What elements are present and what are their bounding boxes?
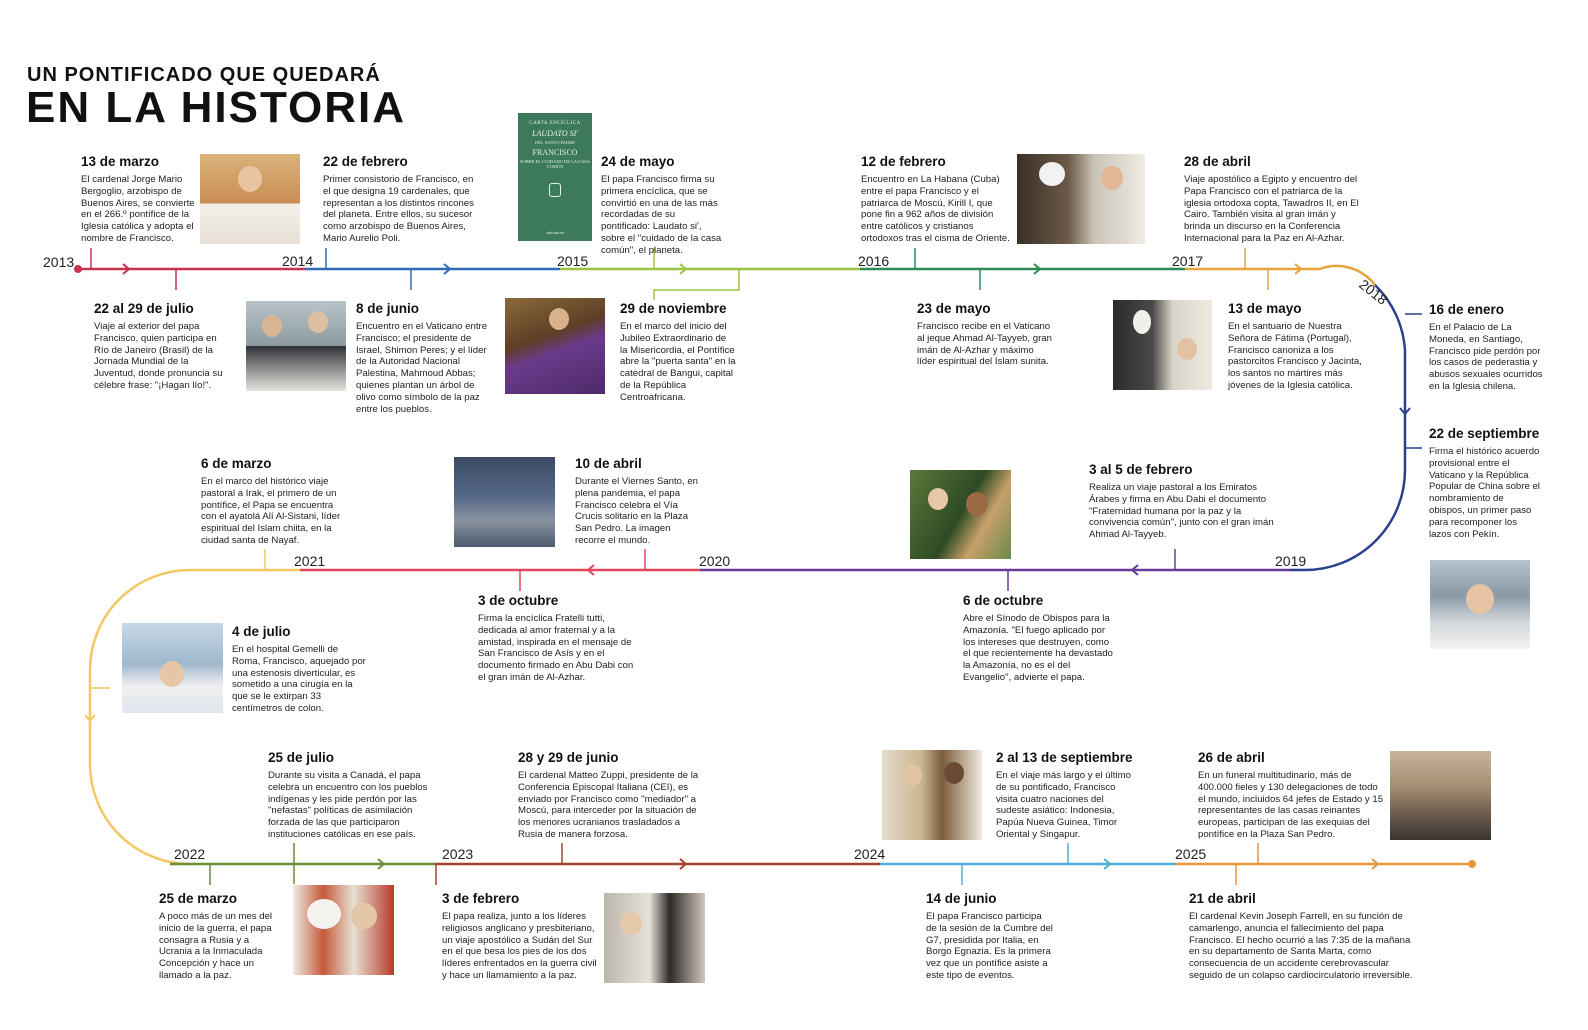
year-2021: 2021 bbox=[294, 553, 326, 569]
track-start-dot bbox=[74, 265, 82, 273]
event-text: El papa Francisco firma su primera encíclica, que se convirtió en una de las más recordadas de su pontificado: Laudato si', sobre el "cuidado de la casa común", el planeta. bbox=[601, 174, 722, 256]
photo-g7-summit bbox=[604, 893, 705, 983]
event-date: 16 de enero bbox=[1429, 302, 1505, 317]
event-text: Firma el histórico acuerdo provisional entre el Vaticano y la República Popular de China sobre el nombramiento de obispos, un primer paso para recomponer los lazos con Pekín. bbox=[1429, 446, 1540, 540]
year-2016: 2016 bbox=[858, 253, 890, 269]
book-line: vatican.va bbox=[545, 230, 565, 235]
event-text: Encuentro en La Habana (Cuba) entre el papa Francisco y el patriarca de Moscú, Kirill I, que pone fin a 962 años de división entre católicos y cristianos ortodoxos tras el cisma de Oriente. bbox=[861, 174, 1010, 244]
event-date: 22 de septiembre bbox=[1429, 426, 1540, 441]
year-2025: 2025 bbox=[1175, 846, 1207, 862]
event-text: En el marco del histórico viaje pastoral a Irak, el primero de un pontífice, el Papa se encuentra con el ayatolá Alí Al-Sistani, líder espiritual del Islam chiita, en la ciudad santa de Nayaf. bbox=[201, 476, 341, 546]
event-2020-october bbox=[478, 593, 634, 684]
year-2015: 2015 bbox=[557, 253, 589, 269]
book-line: FRANCISCO bbox=[532, 148, 578, 157]
event-2024-september bbox=[996, 750, 1132, 841]
event-date: 10 de abril bbox=[575, 456, 642, 471]
event-2014-february bbox=[323, 154, 481, 245]
page-title: EN LA HISTORIA bbox=[26, 83, 407, 132]
event-date: 22 al 29 de julio bbox=[94, 301, 194, 316]
event-2018-january bbox=[1429, 302, 1544, 393]
event-date: 8 de junio bbox=[356, 301, 420, 316]
event-date: 13 de marzo bbox=[81, 154, 160, 169]
event-date: 14 de junio bbox=[926, 891, 997, 906]
photo-olive-tree bbox=[246, 301, 346, 391]
book-line: CARTA ENCÍCLICA bbox=[529, 121, 581, 126]
event-date: 28 y 29 de junio bbox=[518, 750, 619, 765]
event-date: 28 de abril bbox=[1184, 154, 1251, 169]
photo-sudan-leaders bbox=[882, 750, 982, 840]
event-2021-july bbox=[232, 624, 368, 715]
event-2024-june bbox=[926, 891, 1054, 982]
event-2022-march bbox=[159, 891, 283, 982]
event-date: 6 de octubre bbox=[963, 593, 1044, 608]
event-date: 2 al 13 de septiembre bbox=[996, 750, 1133, 765]
year-2024: 2024 bbox=[854, 846, 886, 862]
photo-kirill-meeting bbox=[1017, 154, 1145, 244]
event-2014-june bbox=[356, 301, 492, 415]
photo-chile-crowd bbox=[1430, 560, 1530, 649]
event-text: En el hospital Gemelli de Roma, Francisco, aquejado por una estenosis diverticular, es sometido a una cirugía en la que se le extirpan 33 centímetros de colon. bbox=[232, 644, 366, 714]
book-line: DEL SANTO PADRE bbox=[534, 140, 576, 145]
year-2017: 2017 bbox=[1172, 253, 1204, 269]
event-2019-october bbox=[963, 593, 1113, 684]
year-2019: 2019 bbox=[1275, 553, 1307, 569]
event-date: 13 de mayo bbox=[1228, 301, 1302, 316]
event-2013-july bbox=[94, 301, 226, 392]
event-2018-september bbox=[1429, 426, 1541, 540]
header-subtitle: UN PONTIFICADO QUE QUEDARÁ bbox=[27, 64, 381, 86]
event-text: Viaje al exterior del papa Francisco, quien participa en Río de Janeiro (Brasil) de la Jornada Mundial de la Juventud, donde pronuncia su célebre frase: "¡Hagan lío!". bbox=[94, 321, 223, 391]
event-2021-march bbox=[201, 456, 343, 547]
event-text: Durante su visita a Canadá, el papa celebra un encuentro con los pueblos indígenas y les pide perdón por las "nefastas" políticas de asimilación forzada de las que participaron instituciones católicas en ese país. bbox=[268, 770, 428, 840]
event-date: 21 de abril bbox=[1189, 891, 1256, 906]
year-2013: 2013 bbox=[43, 254, 75, 270]
event-date: 6 de marzo bbox=[201, 456, 272, 471]
event-2017-april bbox=[1184, 154, 1359, 245]
event-text: Abre el Sínodo de Obispos para la Amazonía. "El fuego aplicado por los intereses que destruyen, como el que recientemente ha devastado la Amazonía, no es el del Evangelio", advierte el papa. bbox=[963, 613, 1113, 683]
event-date: 12 de febrero bbox=[861, 154, 946, 169]
event-2023-february bbox=[442, 891, 600, 982]
track-2017 bbox=[1185, 266, 1375, 285]
photo-al-tayyeb bbox=[1113, 300, 1212, 390]
event-2015-may bbox=[601, 154, 723, 257]
event-text: En el Palacio de La Moneda, en Santiago, Francisco pide perdón por los casos de pederastia y abusos sexuales ocurridos en la Iglesia chilena. bbox=[1429, 322, 1543, 392]
event-text: Durante el Viernes Santo, en plena pandemia, el papa Francisco celebra el Vía Crucis solitario en la Plaza San Pedro. La imagen recorre el mundo. bbox=[575, 476, 699, 546]
event-text: Realiza un viaje pastoral a los Emiratos Árabes y firma en Abu Dabi el documento "Fraternidad humana por la paz y la convivencia común", junto con el gran imán Ahmad Al-Tayyeb. bbox=[1089, 482, 1274, 541]
event-2025-funeral bbox=[1198, 750, 1384, 841]
event-date: 22 de febrero bbox=[323, 154, 408, 169]
photo-empty-square bbox=[454, 457, 555, 547]
year-2023: 2023 bbox=[442, 846, 474, 862]
photo-funeral-square bbox=[1390, 751, 1491, 840]
event-text: El papa Francisco participa de la sesión de la Cumbre del G7, presidida por Italia, en Borgo Egnazia. Es la primera vez que un pontífice asiste a este tipo de eventos. bbox=[926, 911, 1053, 981]
book-line: SOBRE EL CUIDADO DE LA CASA COMÚN bbox=[520, 159, 590, 169]
year-2018: 2018 bbox=[1356, 276, 1391, 308]
event-date: 4 de julio bbox=[232, 624, 291, 639]
track-end-dot bbox=[1468, 860, 1476, 868]
event-text: El cardenal Matteo Zuppi, presidente de la Conferencia Episcopal Italiana (CEI), es enviado por Francisco como "mediador" a Moscú, para interceder por la situación de los menores ucranianos trasladados a Rusia de manera forzosa. bbox=[518, 770, 699, 840]
year-2022: 2022 bbox=[174, 846, 206, 862]
event-2022-july bbox=[268, 750, 432, 841]
photo-holy-door bbox=[505, 298, 605, 394]
event-text: Viaje apostólico a Egipto y encuentro del Papa Francisco con el patriarca de la iglesia ortodoxa copta, Tawadros II, en El Cairo. También visita al gran imán y brinda un discurso en la Conferencia Internacional para la Paz en Al-Azhar. bbox=[1184, 174, 1359, 244]
photo-pope-waving bbox=[200, 154, 300, 244]
event-text: Francisco recibe en el Vaticano al jeque Ahmad Al-Tayyeb, gran imán de Al-Azhar y máximo líder espiritual del Islam sunita. bbox=[917, 321, 1052, 368]
event-2016-may bbox=[917, 301, 1055, 368]
event-2015-november bbox=[620, 301, 736, 404]
event-text: El papa realiza, junto a los líderes religiosos anglicano y presbiteriano, un viaje apostólico a Sudán del Sur en el que besa los pies de los dos líderes enfrentados en la guerra civil y hace un llamamiento a la paz. bbox=[442, 911, 597, 981]
event-date: 24 de mayo bbox=[601, 154, 675, 169]
photo-canada-headdress bbox=[293, 885, 394, 975]
event-text: En un funeral multitudinario, más de 400.000 fieles y 130 delegaciones de todo el mundo, incluidos 64 jefes de Estado y 15 representantes de las casas reinantes europeas, participan de las exequias del pontífice en la Plaza San Pedro. bbox=[1198, 770, 1384, 840]
event-text: El cardenal Jorge Mario Bergoglio, arzobispo de Buenos Aires, se convierte en el 266.º pontífice de la Iglesia católica y adopta el nombre de Francisco. bbox=[81, 174, 195, 244]
event-date: 3 de febrero bbox=[442, 891, 520, 906]
event-date: 25 de marzo bbox=[159, 891, 238, 906]
tick bbox=[654, 269, 739, 300]
photo-gemelli-hospital bbox=[122, 623, 223, 713]
event-date: 3 de octubre bbox=[478, 593, 559, 608]
event-text: En el marco del inicio del Jubileo Extraordinario de la Misericordia, el Pontífice abre la "puerta santa" en la catedral de Bangui, capital de la República Centroafricana. bbox=[620, 321, 736, 403]
event-2016-february bbox=[861, 154, 1013, 245]
photo-amazon-synod bbox=[910, 470, 1011, 559]
event-2025-death bbox=[1189, 891, 1421, 982]
event-date: 3 al 5 de febrero bbox=[1089, 462, 1193, 477]
year-2020: 2020 bbox=[699, 553, 731, 569]
event-text: El cardenal Kevin Joseph Farrell, en su función de camarlengo, anuncia el fallecimiento del papa Francisco. El hecho ocurrió a las 7:35 de la mañana en su departamento de Santa Marta, como consecuencia de un accidente cerebrovascular seguido de un colapso cardiocirculatorio irreversible. bbox=[1189, 911, 1413, 981]
event-text: En el santuario de Nuestra Señora de Fátima (Portugal), Francisco canoniza a los pastorcitos Francisco y Jacinta, los santos no mártires más jóvenes de la Iglesia católica. bbox=[1228, 321, 1362, 391]
event-2020-april bbox=[575, 456, 703, 547]
event-2013-march bbox=[81, 154, 197, 245]
event-text: En el viaje más largo y el último de su pontificado, Francisco visita cuatro naciones del sudeste asiático: Indonesia, Papúa Nueva Guinea, Timor Oriental y Singapur. bbox=[996, 770, 1131, 840]
event-date: 23 de mayo bbox=[917, 301, 991, 316]
event-date: 25 de julio bbox=[268, 750, 335, 765]
seal-icon bbox=[549, 183, 561, 197]
event-date: 26 de abril bbox=[1198, 750, 1265, 765]
event-text: Encuentro en el Vaticano entre Francisco; el presidente de Israel, Shimon Peres; y el líder de la Autoridad Nacional Palestina, Mahmoud Abbas; quienes plantan un árbol de olivo como símbolo de la paz entre los pueblos. bbox=[356, 321, 488, 415]
book-line: LAUDATO SI' bbox=[532, 129, 578, 138]
event-2019-february bbox=[1089, 462, 1275, 541]
event-date: 29 de noviembre bbox=[620, 301, 727, 316]
book-cover bbox=[518, 113, 592, 241]
event-text: Firma la encíclica Fratelli tutti, dedicada al amor fraternal y a la amistad, inspirada en el mensaje de San Francisco de Asís y en el documento firmado en Abu Dabi con el gran imán de Al-Azhar. bbox=[478, 613, 634, 683]
event-2023-june bbox=[518, 750, 702, 841]
event-text: A poco más de un mes del inicio de la guerra, el papa consagra a Rusia y a Ucrania a la Inmaculada Concepción y hace un llamado a la paz. bbox=[159, 911, 273, 981]
event-2017-may bbox=[1228, 301, 1362, 392]
event-text: Primer consistorio de Francisco, en el que designa 19 cardenales, que representan a los distintos rincones del planeta. Entre ellos, su sucesor como arzobispo de Buenos Aires, Mario Aurelio Poli. bbox=[323, 174, 474, 244]
year-2014: 2014 bbox=[282, 253, 314, 269]
